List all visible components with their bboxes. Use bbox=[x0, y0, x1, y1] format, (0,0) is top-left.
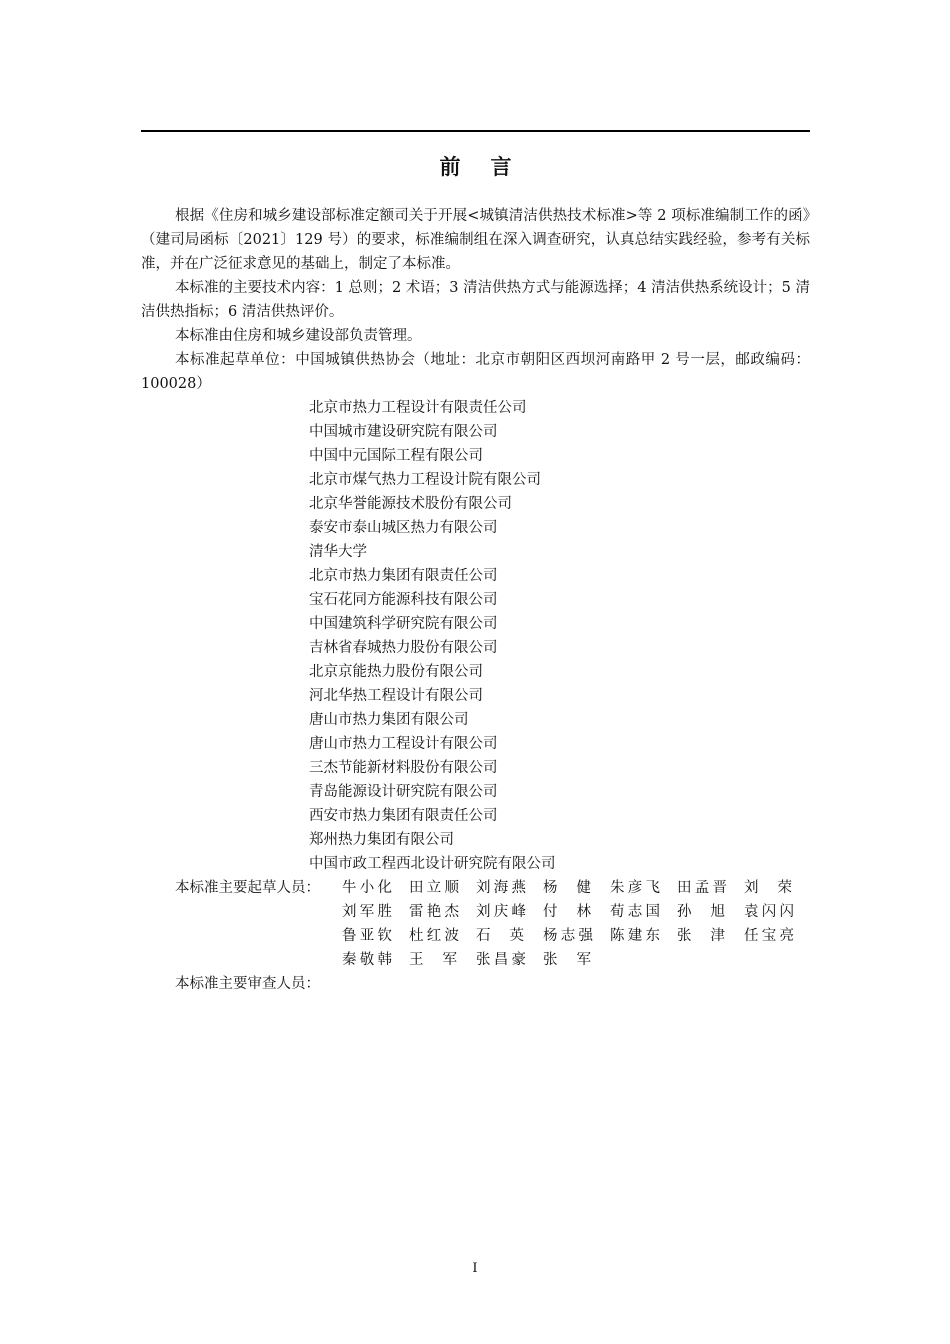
reviewers-row bbox=[141, 972, 810, 996]
drafter-name: 朱彦飞 bbox=[610, 880, 660, 896]
drafter-names bbox=[342, 876, 810, 900]
organization-item: 三杰节能新材料股份有限公司 bbox=[309, 760, 498, 776]
reviewers-label: 本标准主要审查人员： bbox=[175, 976, 320, 992]
drafter-name: 石英 bbox=[476, 928, 524, 944]
drafter-name: 秦敬韩 bbox=[342, 952, 392, 968]
title-char-1: 前 bbox=[439, 154, 461, 179]
drafter-name: 牛小化 bbox=[342, 880, 392, 896]
paragraph-management: 本标准由住房和城乡建设部负责管理。 bbox=[175, 328, 422, 344]
drafter-name: 陈建东 bbox=[610, 928, 660, 944]
paragraph-contents: 本标准的主要技术内容：1 总则；2 术语；3 清洁供热方式与能源选择；4 清洁供热系统设计；5 清洁供热指标；6 清洁供热评价。 bbox=[141, 280, 810, 320]
drafters-row bbox=[141, 924, 810, 948]
drafter-name: 刘海燕 bbox=[476, 880, 526, 896]
drafter-name: 任宝亮 bbox=[744, 928, 794, 944]
header-rule bbox=[141, 130, 810, 132]
drafter-name: 荀志国 bbox=[610, 904, 660, 920]
drafter-name: 鲁亚钦 bbox=[342, 928, 392, 944]
page-title bbox=[141, 152, 810, 182]
organization-item: 中国市政工程西北设计研究院有限公司 bbox=[309, 856, 556, 872]
drafters-row bbox=[141, 948, 810, 972]
drafter-name: 杨健 bbox=[543, 880, 591, 896]
drafters-label: 本标准主要起草人员： bbox=[175, 880, 320, 896]
drafter-name: 王军 bbox=[409, 952, 457, 968]
drafter-names bbox=[342, 924, 810, 948]
drafters-block bbox=[141, 876, 810, 972]
title-char-2: 言 bbox=[490, 154, 512, 179]
drafter-name: 刘荣 bbox=[744, 880, 792, 896]
paragraph-basis: 根据《住房和城乡建设部标准定额司关于开展<城镇清洁供热技术标准>等 2 项标准编制工作的函》（建司局函标〔2021〕129 号）的要求，标准编制组在深入调查研究，认真总结实践经验，参考有关标准，并在广泛征求意见的基础上，制定了本标准。 bbox=[141, 208, 810, 272]
drafter-name: 杜红波 bbox=[409, 928, 459, 944]
drafter-names bbox=[342, 900, 810, 924]
organization-item: 唐山市热力工程设计有限公司 bbox=[309, 736, 498, 752]
drafter-name: 田立顺 bbox=[409, 880, 459, 896]
organization-item: 北京市热力集团有限责任公司 bbox=[309, 568, 498, 584]
drafter-names bbox=[342, 948, 810, 972]
drafter-name: 田孟晋 bbox=[677, 880, 727, 896]
organization-item: 北京市煤气热力工程设计院有限公司 bbox=[309, 472, 541, 488]
organization-item: 宝石花同方能源科技有限公司 bbox=[309, 592, 498, 608]
drafter-name: 刘军胜 bbox=[342, 904, 392, 920]
drafter-name: 刘庆峰 bbox=[476, 904, 526, 920]
drafters-row bbox=[141, 900, 810, 924]
page-number: I bbox=[472, 1261, 478, 1276]
organization-item: 郑州热力集团有限公司 bbox=[309, 832, 454, 848]
drafter-name: 张津 bbox=[677, 928, 725, 944]
drafter-name: 杨志强 bbox=[543, 928, 593, 944]
organization-item: 中国中元国际工程有限公司 bbox=[309, 448, 483, 464]
drafter-name: 付林 bbox=[543, 904, 591, 920]
organization-item: 北京华誉能源技术股份有限公司 bbox=[309, 496, 512, 512]
drafters-row bbox=[141, 876, 810, 900]
paragraph-drafting-unit: 本标准起草单位：中国城镇供热协会（地址：北京市朝阳区西坝河南路甲 2 号一层，邮政编码：100028） bbox=[141, 352, 810, 392]
drafter-name: 雷艳杰 bbox=[409, 904, 459, 920]
drafter-name: 张昌豪 bbox=[476, 952, 526, 968]
organization-item: 唐山市热力集团有限公司 bbox=[309, 712, 469, 728]
organization-item: 北京京能热力股份有限公司 bbox=[309, 664, 483, 680]
organization-item: 清华大学 bbox=[309, 544, 367, 560]
organization-item: 西安市热力集团有限责任公司 bbox=[309, 808, 498, 824]
organization-item: 中国建筑科学研究院有限公司 bbox=[309, 616, 498, 632]
organization-item: 中国城市建设研究院有限公司 bbox=[309, 424, 498, 440]
preface-body bbox=[141, 204, 810, 996]
drafter-name: 张军 bbox=[543, 952, 591, 968]
organization-list bbox=[141, 396, 810, 876]
drafter-name: 袁闪闪 bbox=[744, 904, 794, 920]
organization-item: 青岛能源设计研究院有限公司 bbox=[309, 784, 498, 800]
organization-item: 北京市热力工程设计有限责任公司 bbox=[309, 400, 527, 416]
organization-item: 吉林省春城热力股份有限公司 bbox=[309, 640, 498, 656]
drafter-name: 孙旭 bbox=[677, 904, 725, 920]
organization-item: 河北华热工程设计有限公司 bbox=[309, 688, 483, 704]
organization-item: 泰安市泰山城区热力有限公司 bbox=[309, 520, 498, 536]
